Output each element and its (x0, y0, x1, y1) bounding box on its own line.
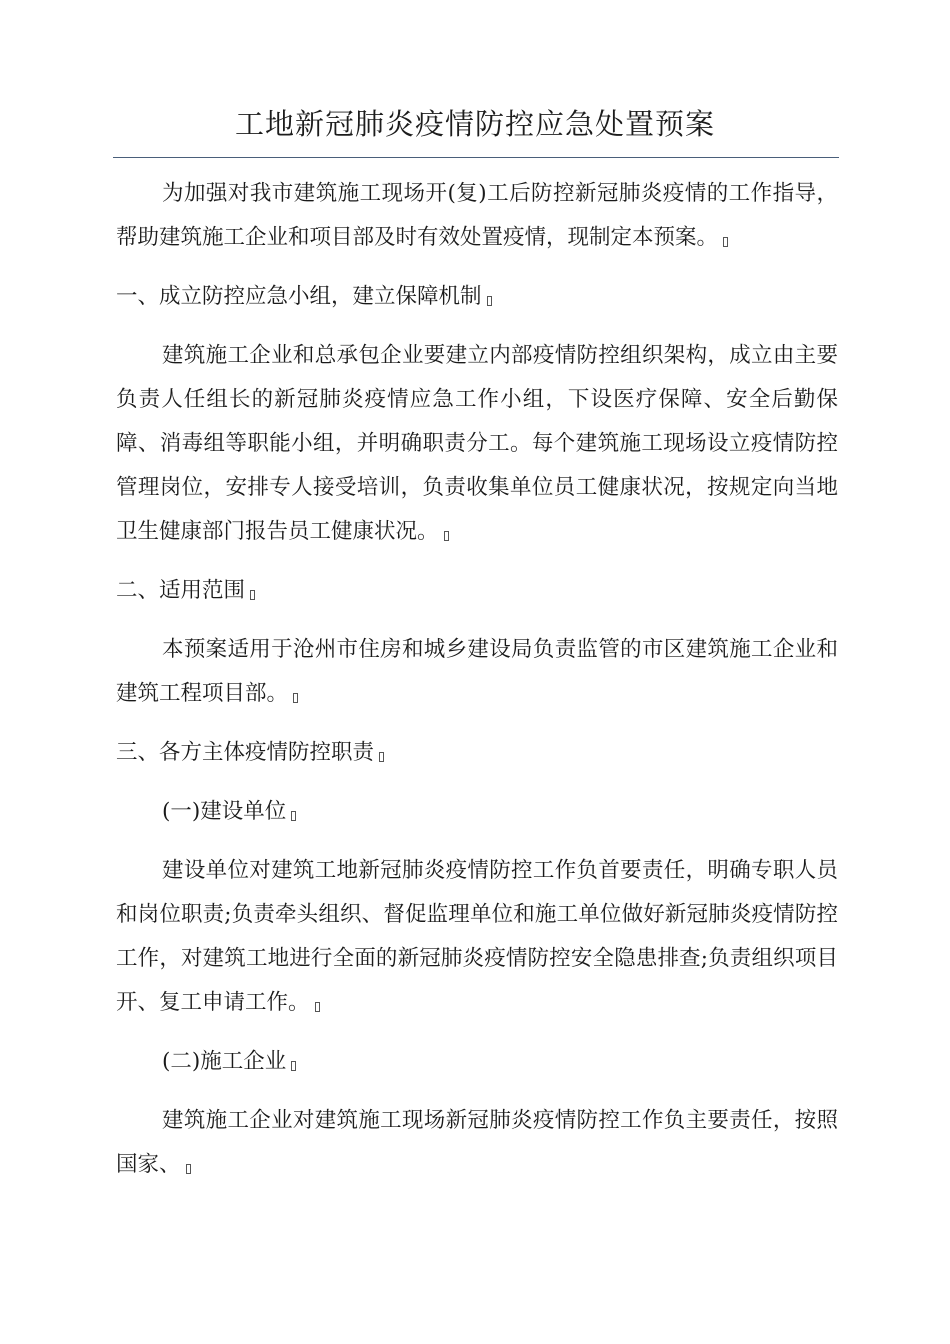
section-heading-3: 三、各方主体疫情防控职责 (116, 731, 838, 775)
paragraph-mark-icon (315, 1002, 320, 1012)
section-1-paragraph: 建筑施工企业和总承包企业要建立内部疫情防控组织架构，成立由主要负责人任组长的新冠肺炎疫情应急工作小组，下设医疗保障、安全后勤保障、消毒组等职能小组，并明确职责分工。每个建筑施工现场设立疫情防控管理岗位，安排专人接受培训，负责收集单位员工健康状况，按规定向当地卫生健康部门报告员工健康状况。 (116, 343, 838, 544)
section-2-paragraph: 本预案适用于沧州市住房和城乡建设局负责监管的市区建筑施工企业和建筑工程项目部。 (116, 637, 838, 706)
paragraph-mark-icon (444, 531, 449, 541)
subsection-heading-2: (二)施工企业 (116, 1040, 838, 1084)
paragraph-mark-icon (723, 237, 728, 247)
section-heading-1: 一、成立防控应急小组，建立保障机制 (116, 275, 838, 319)
intro-paragraph: 为加强对我市建筑施工现场开(复)工后防控新冠肺炎疫情的工作指导，帮助建筑施工企业和项目部及时有效处置疫情，现制定本预案。 (116, 181, 838, 250)
paragraph-mark-icon (291, 811, 296, 821)
document-body (116, 172, 838, 1202)
paragraph-mark-icon (379, 752, 384, 762)
paragraph-mark-icon (250, 590, 255, 600)
section-heading-2: 二、适用范围 (116, 569, 838, 613)
paragraph-mark-icon (293, 693, 298, 703)
subsection-heading-1: (一)建设单位 (116, 790, 838, 834)
paragraph-mark-icon (186, 1164, 191, 1174)
paragraph-mark-icon (291, 1061, 296, 1071)
paragraph-mark-icon (487, 296, 492, 306)
document-title: 工地新冠肺炎疫情防控应急处置预案 (234, 107, 715, 141)
title-divider (113, 157, 839, 158)
subsection-1-paragraph: 建设单位对建筑工地新冠肺炎疫情防控工作负首要责任，明确专职人员和岗位职责;负责牵头组织、督促监理单位和施工单位做好新冠肺炎疫情防控工作，对建筑工地进行全面的新冠肺炎疫情防控安全隐患排查;负责组织项目开、复工申请工作。 (116, 858, 838, 1015)
subsection-2-paragraph: 建筑施工企业对建筑施工现场新冠肺炎疫情防控工作负主要责任，按照国家、 (116, 1108, 838, 1177)
